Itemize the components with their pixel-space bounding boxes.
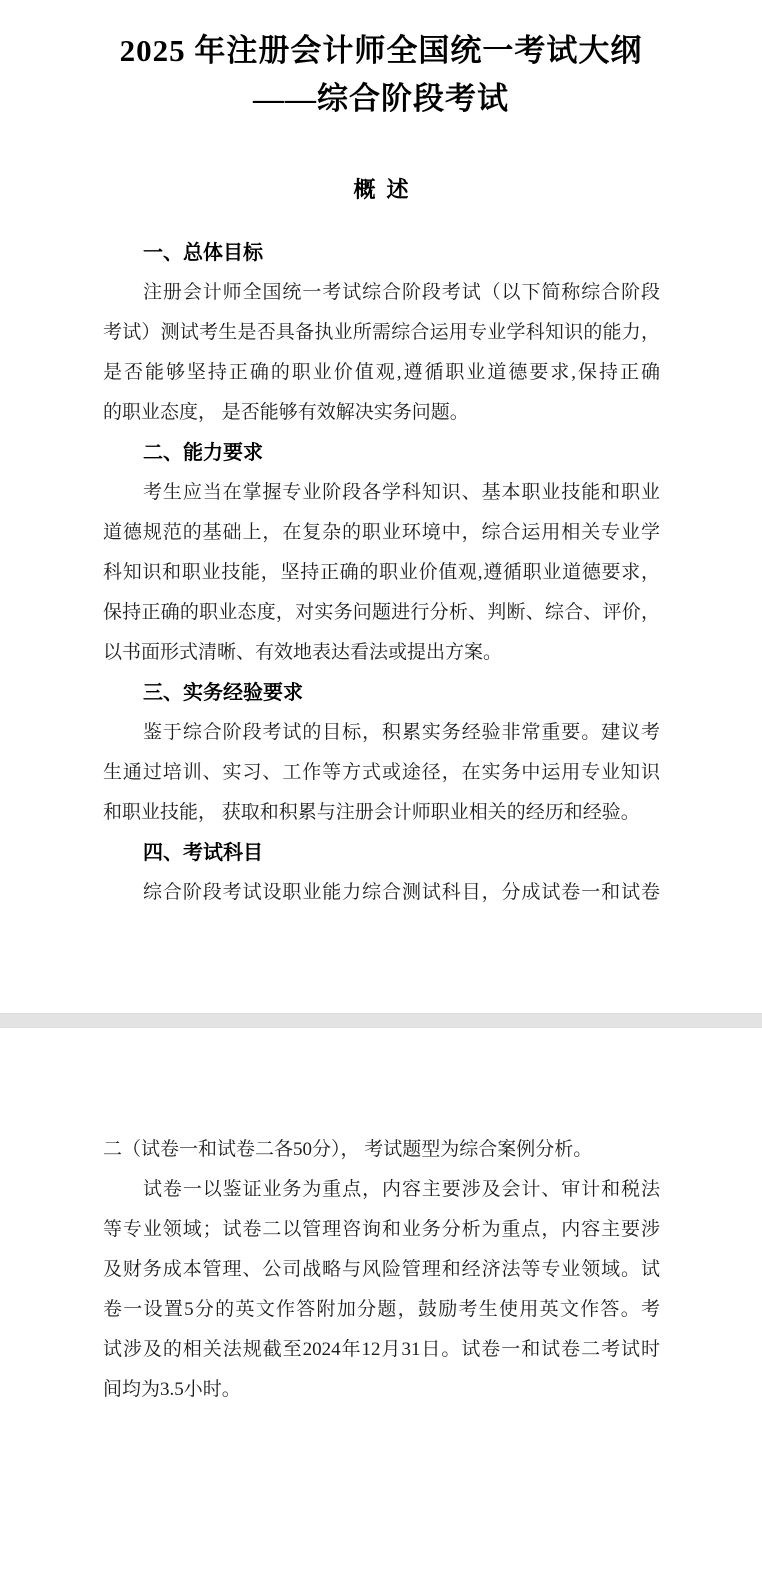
section-heading-4: 四、考试科目 — [143, 842, 263, 864]
body-line: 是否能够坚持正确的职业价值观,遵循职业道德要求,保持正确 — [103, 362, 660, 383]
body-line: 综合阶段考试设职业能力综合测试科目，分成试卷一和试卷 — [143, 882, 660, 903]
body-line: 试卷一以鉴证业务为重点，内容主要涉及会计、审计和税法 — [143, 1179, 660, 1200]
body-line: 考生应当在掌握专业阶段各学科知识、基本职业技能和职业 — [143, 482, 660, 503]
body-line: 考试）测试考生是否具备执业所需综合运用专业学科知识的能力， — [103, 322, 660, 343]
page2-text-column — [103, 1130, 660, 1410]
doc-title-line1: 2025 年注册会计师全国统一考试大纲 — [119, 33, 643, 68]
body-line: 等专业领域；试卷二以管理咨询和业务分析为重点，内容主要涉 — [103, 1219, 660, 1240]
body-line: 间均为3.5小时。 — [103, 1379, 241, 1400]
body-line: 和职业技能， 获取和积累与注册会计师职业相关的经历和经验。 — [103, 802, 640, 823]
page1-text-column — [103, 233, 660, 913]
body-line: 鉴于综合阶段考试的目标，积累实务经验非常重要。建议考 — [143, 722, 660, 743]
body-line: 二（试卷一和试卷二各50分）， 考试题型为综合案例分析。 — [103, 1139, 593, 1160]
body-line: 卷一设置5分的英文作答附加分题，鼓励考生使用英文作答。考 — [103, 1299, 660, 1320]
page-2 — [0, 1028, 762, 1587]
body-line: 保持正确的职业态度，对实务问题进行分析、判断、综合、评价， — [103, 602, 660, 623]
body-line: 道德规范的基础上，在复杂的职业环境中，综合运用相关专业学 — [103, 522, 660, 543]
body-line: 及财务成本管理、公司战略与风险管理和经济法等专业领域。试 — [103, 1259, 660, 1280]
body-line: 注册会计师全国统一考试综合阶段考试（以下简称综合阶段 — [143, 282, 660, 303]
section-heading-1: 一、总体目标 — [143, 242, 263, 264]
body-line: 生通过培训、实习、工作等方式或途径，在实务中运用专业知识 — [103, 762, 660, 783]
section-heading-3: 三、实务经验要求 — [143, 682, 303, 704]
page-break-separator — [0, 1013, 762, 1028]
overview-heading: 概 述 — [353, 177, 409, 202]
doc-title-line2: ——综合阶段考试 — [253, 81, 509, 116]
section-heading-2: 二、能力要求 — [143, 442, 263, 464]
body-line: 以书面形式清晰、有效地表达看法或提出方案。 — [103, 642, 503, 663]
body-line: 试涉及的相关法规截至2024年12月31日。试卷一和试卷二考试时 — [103, 1339, 660, 1360]
body-line: 的职业态度， 是否能够有效解决实务问题。 — [103, 402, 469, 423]
body-line: 科知识和职业技能，坚持正确的职业价值观,遵循职业道德要求， — [103, 562, 660, 583]
